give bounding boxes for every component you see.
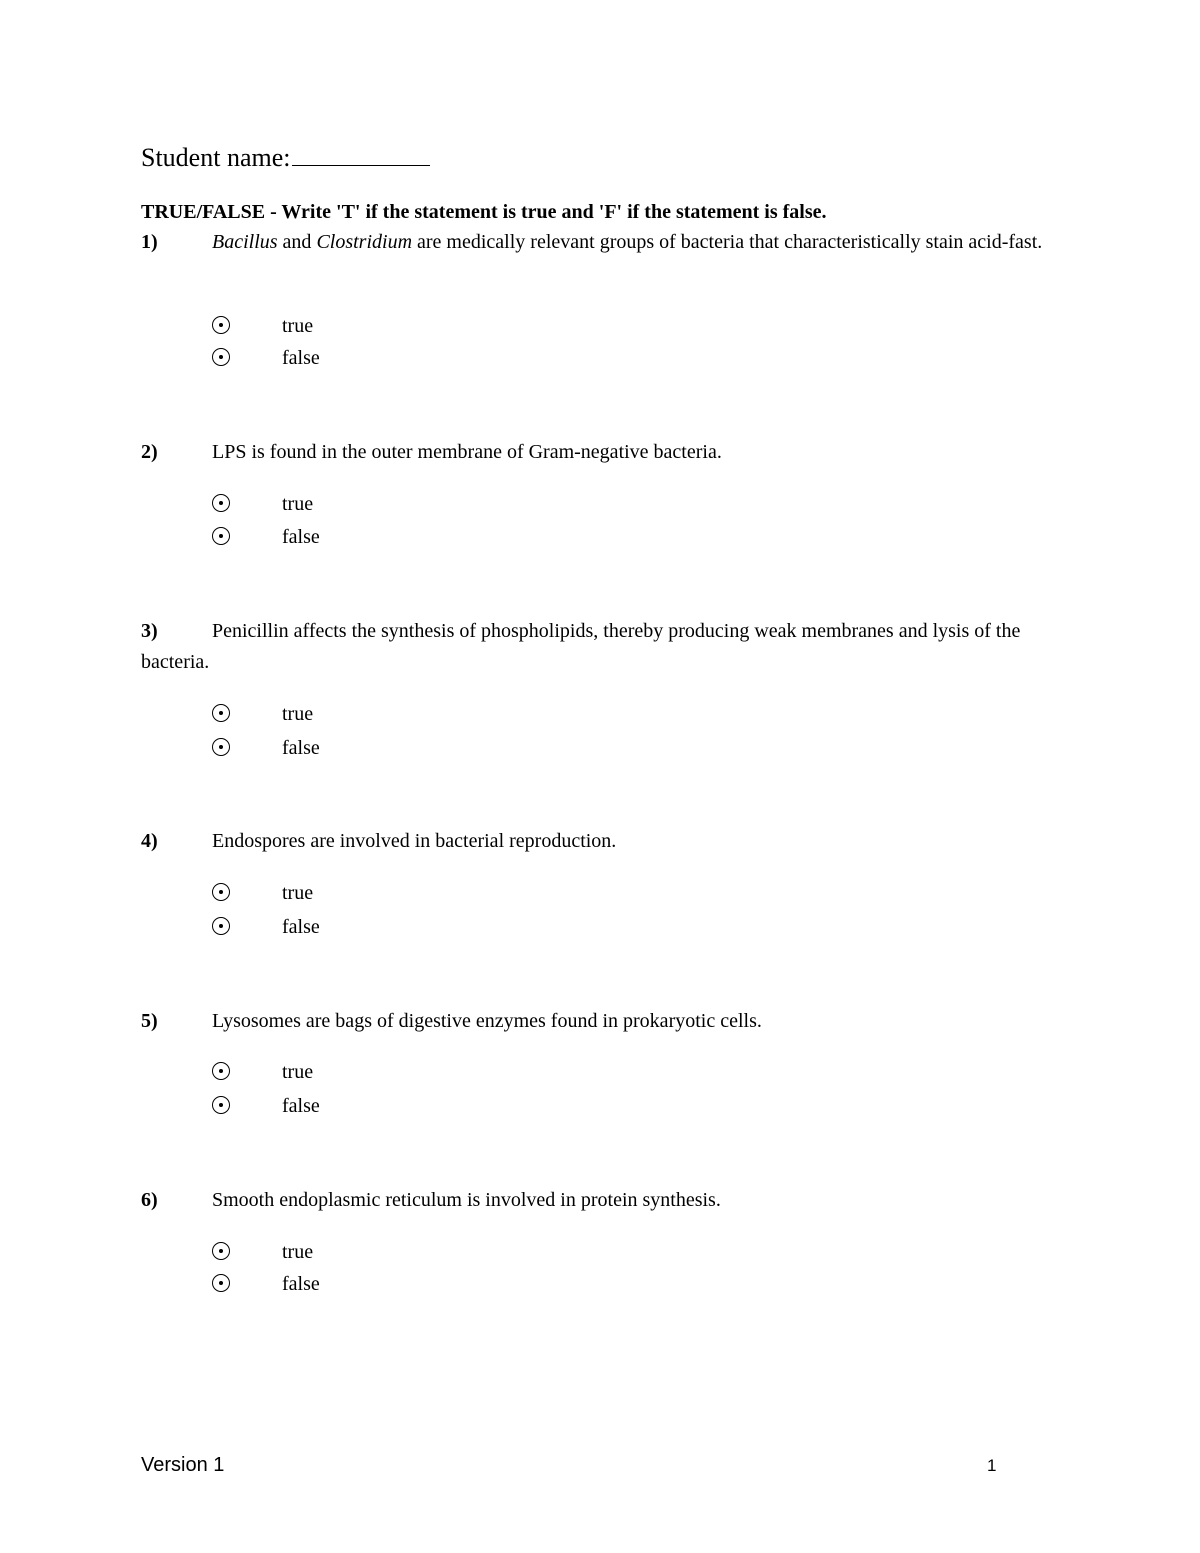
question-term: Bacillus [212, 231, 278, 253]
footer-page-number: 1 [987, 1456, 997, 1475]
question-1 [141, 227, 1061, 258]
question-connector: and [277, 231, 317, 253]
question-6 [141, 1185, 1061, 1216]
option-label: false [282, 526, 320, 548]
radio-button-icon[interactable] [212, 738, 230, 756]
question-3 [141, 616, 1061, 678]
option-label: true [282, 1061, 314, 1083]
option-label: true [282, 1241, 314, 1263]
option-label: false [282, 737, 320, 759]
footer-version: Version 1 [141, 1454, 225, 1476]
radio-button-icon[interactable] [212, 527, 230, 545]
question-number: 6) [141, 1189, 158, 1211]
student-name-line [141, 142, 430, 174]
question-4 [141, 826, 1061, 857]
option-label: true [282, 882, 314, 904]
question-number: 1) [141, 231, 158, 253]
question-text: Smooth endoplasmic reticulum is involved in protein synthesis. [212, 1189, 721, 1211]
option-label: true [282, 703, 314, 725]
student-name-blank[interactable] [292, 143, 430, 166]
radio-button-icon[interactable] [212, 348, 230, 366]
radio-button-icon[interactable] [212, 917, 230, 935]
question-text: Lysosomes are bags of digestive enzymes found in prokaryotic cells. [212, 1010, 762, 1032]
question-5 [141, 1006, 1061, 1037]
question-rest: are medically relevant groups of bacteria that characteristically stain acid-fast. [412, 231, 1043, 253]
question-term: Clostridium [316, 231, 413, 253]
radio-button-icon[interactable] [212, 883, 230, 901]
question-number: 2) [141, 441, 158, 463]
student-name-label: Student name: [141, 143, 291, 172]
option-label: true [282, 315, 314, 337]
radio-button-icon[interactable] [212, 1096, 230, 1114]
radio-button-icon[interactable] [212, 704, 230, 722]
question-text [212, 231, 1042, 253]
option-label: false [282, 1273, 320, 1295]
radio-button-icon[interactable] [212, 316, 230, 334]
option-label: false [282, 347, 320, 369]
radio-button-icon[interactable] [212, 1062, 230, 1080]
option-label: false [282, 1095, 320, 1117]
question-number: 5) [141, 1010, 158, 1032]
question-number: 3) [141, 620, 158, 642]
question-text: LPS is found in the outer membrane of Gram-negative bacteria. [212, 441, 722, 463]
radio-button-icon[interactable] [212, 494, 230, 512]
radio-button-icon[interactable] [212, 1274, 230, 1292]
question-number: 4) [141, 830, 158, 852]
instructions: TRUE/FALSE - Write 'T' if the statement is true and 'F' if the statement is false. [141, 201, 827, 223]
question-text: Penicillin affects the synthesis of phospholipids, thereby producing weak membranes and lysis of the bacteria. [141, 620, 1021, 673]
option-label: true [282, 493, 314, 515]
radio-button-icon[interactable] [212, 1242, 230, 1260]
option-label: false [282, 916, 320, 938]
question-text: Endospores are involved in bacterial reproduction. [212, 830, 617, 852]
question-2 [141, 437, 1061, 468]
